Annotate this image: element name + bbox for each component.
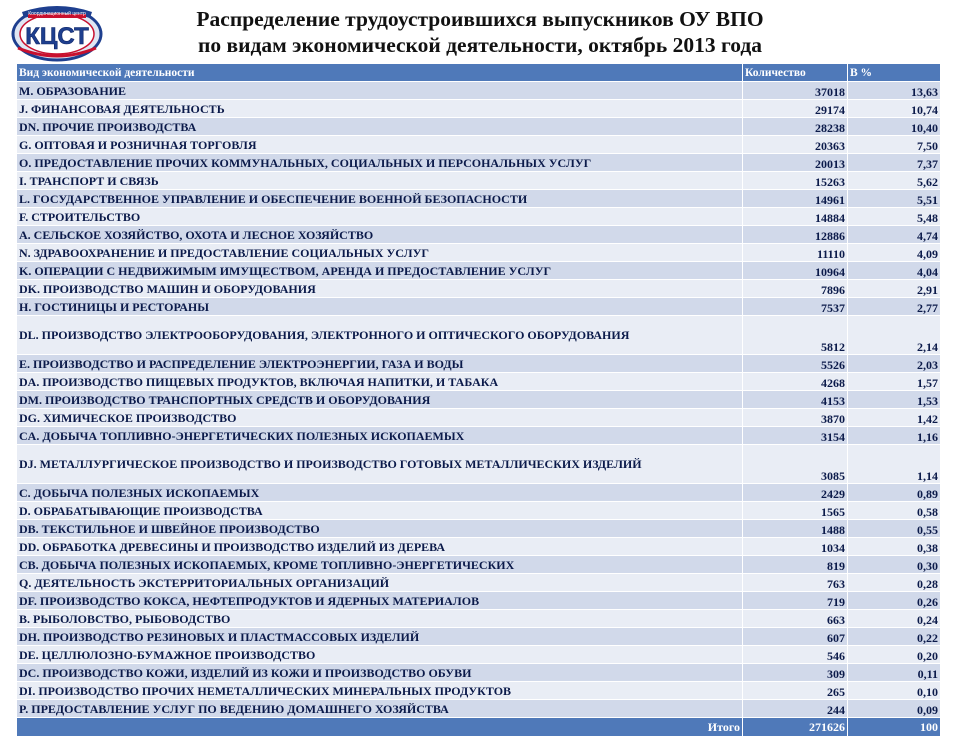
employment-table <box>16 63 941 737</box>
percent-cell: 1,14 <box>848 445 941 484</box>
count-cell: 244 <box>743 700 848 718</box>
table-row <box>17 427 941 445</box>
title-line-2: по видам экономической деятельности, октябрь 2013 года <box>198 33 762 57</box>
count-cell: 12886 <box>743 226 848 244</box>
count-cell: 1488 <box>743 520 848 538</box>
percent-cell: 10,74 <box>848 100 941 118</box>
percent-cell: 4,09 <box>848 244 941 262</box>
count-cell: 3154 <box>743 427 848 445</box>
percent-cell: 0,30 <box>848 556 941 574</box>
table-row <box>17 484 941 502</box>
percent-cell: 0,58 <box>848 502 941 520</box>
count-cell: 28238 <box>743 118 848 136</box>
logo-emblem <box>8 2 106 62</box>
table-row <box>17 136 941 154</box>
count-cell: 37018 <box>743 82 848 100</box>
percent-cell: 10,40 <box>848 118 941 136</box>
count-cell: 763 <box>743 574 848 592</box>
count-cell: 14884 <box>743 208 848 226</box>
count-cell: 607 <box>743 628 848 646</box>
count-cell: 1034 <box>743 538 848 556</box>
activity-cell: DB. ТЕКСТИЛЬНОЕ И ШВЕЙНОЕ ПРОИЗВОДСТВО <box>17 520 743 538</box>
count-cell: 10964 <box>743 262 848 280</box>
count-cell: 2429 <box>743 484 848 502</box>
activity-cell: K. ОПЕРАЦИИ С НЕДВИЖИМЫМ ИМУЩЕСТВОМ, АРЕНДА И ПРЕДОСТАВЛЕНИЕ УСЛУГ <box>17 262 743 280</box>
activity-cell: DK. ПРОИЗВОДСТВО МАШИН И ОБОРУДОВАНИЯ <box>17 280 743 298</box>
table-header-row <box>17 64 941 82</box>
count-cell: 546 <box>743 646 848 664</box>
percent-cell: 1,53 <box>848 391 941 409</box>
table-row <box>17 190 941 208</box>
count-cell: 3870 <box>743 409 848 427</box>
activity-cell: DG. ХИМИЧЕСКОЕ ПРОИЗВОДСТВО <box>17 409 743 427</box>
count-cell: 265 <box>743 682 848 700</box>
activity-cell: CB. ДОБЫЧА ПОЛЕЗНЫХ ИСКОПАЕМЫХ, КРОМЕ ТОПЛИВНО-ЭНЕРГЕТИЧЕСКИХ <box>17 556 743 574</box>
table-row <box>17 208 941 226</box>
activity-cell: E. ПРОИЗВОДСТВО И РАСПРЕДЕЛЕНИЕ ЭЛЕКТРОЭНЕРГИИ, ГАЗА И ВОДЫ <box>17 355 743 373</box>
activity-cell: DL. ПРОИЗВОДСТВО ЭЛЕКТРООБОРУДОВАНИЯ, ЭЛЕКТРОННОГО И ОПТИЧЕСКОГО ОБОРУДОВАНИЯ <box>17 316 743 355</box>
count-cell: 20363 <box>743 136 848 154</box>
activity-cell: DA. ПРОИЗВОДСТВО ПИЩЕВЫХ ПРОДУКТОВ, ВКЛЮЧАЯ НАПИТКИ, И ТАБАКА <box>17 373 743 391</box>
activity-cell: P. ПРЕДОСТАВЛЕНИЕ УСЛУГ ПО ВЕДЕНИЮ ДОМАШНЕГО ХОЗЯЙСТВА <box>17 700 743 718</box>
count-cell: 719 <box>743 592 848 610</box>
count-cell: 1565 <box>743 502 848 520</box>
table-row <box>17 226 941 244</box>
svg-text:Координационный центр: Координационный центр <box>28 11 86 17</box>
table-row <box>17 664 941 682</box>
percent-cell: 5,51 <box>848 190 941 208</box>
header-count: Количество <box>743 64 848 82</box>
table-row <box>17 280 941 298</box>
table-row <box>17 592 941 610</box>
count-cell: 7537 <box>743 298 848 316</box>
header-activity: Вид экономической деятельности <box>17 64 743 82</box>
table-row <box>17 262 941 280</box>
activity-cell: DF. ПРОИЗВОДСТВО КОКСА, НЕФТЕПРОДУКТОВ И ЯДЕРНЫХ МАТЕРИАЛОВ <box>17 592 743 610</box>
table-row <box>17 610 941 628</box>
table-row <box>17 502 941 520</box>
activity-cell: C. ДОБЫЧА ПОЛЕЗНЫХ ИСКОПАЕМЫХ <box>17 484 743 502</box>
logo-text: КЦСТ <box>25 23 89 50</box>
percent-cell: 2,91 <box>848 280 941 298</box>
activity-cell: DJ. МЕТАЛЛУРГИЧЕСКОЕ ПРОИЗВОДСТВО И ПРОИЗВОДСТВО ГОТОВЫХ МЕТАЛЛИЧЕСКИХ ИЗДЕЛИЙ <box>17 445 743 484</box>
activity-cell: A. СЕЛЬСКОЕ ХОЗЯЙСТВО, ОХОТА И ЛЕСНОЕ ХОЗЯЙСТВО <box>17 226 743 244</box>
activity-cell: N. ЗДРАВООХРАНЕНИЕ И ПРЕДОСТАВЛЕНИЕ СОЦИАЛЬНЫХ УСЛУГ <box>17 244 743 262</box>
percent-cell: 0,24 <box>848 610 941 628</box>
table-row <box>17 244 941 262</box>
table-row <box>17 574 941 592</box>
table-row <box>17 520 941 538</box>
count-cell: 15263 <box>743 172 848 190</box>
total-percent: 100 <box>848 718 941 737</box>
table-row <box>17 646 941 664</box>
total-row <box>17 718 941 737</box>
table-row <box>17 682 941 700</box>
percent-cell: 0,09 <box>848 700 941 718</box>
activity-cell: DM. ПРОИЗВОДСТВО ТРАНСПОРТНЫХ СРЕДСТВ И ОБОРУДОВАНИЯ <box>17 391 743 409</box>
activity-cell: Q. ДЕЯТЕЛЬНОСТЬ ЭКСТЕРРИТОРИАЛЬНЫХ ОРГАНИЗАЦИЙ <box>17 574 743 592</box>
kcst-logo <box>8 2 106 62</box>
percent-cell: 0,55 <box>848 520 941 538</box>
percent-cell: 0,89 <box>848 484 941 502</box>
percent-cell: 0,26 <box>848 592 941 610</box>
percent-cell: 4,04 <box>848 262 941 280</box>
percent-cell: 2,77 <box>848 298 941 316</box>
percent-cell: 1,16 <box>848 427 941 445</box>
percent-cell: 7,50 <box>848 136 941 154</box>
count-cell: 11110 <box>743 244 848 262</box>
percent-cell: 5,48 <box>848 208 941 226</box>
percent-cell: 0,28 <box>848 574 941 592</box>
table-row <box>17 538 941 556</box>
percent-cell: 0,38 <box>848 538 941 556</box>
page-title <box>110 6 850 58</box>
percent-cell: 0,22 <box>848 628 941 646</box>
title-line-1: Распределение трудоустроившихся выпускников ОУ ВПО <box>196 7 764 31</box>
percent-cell: 0,20 <box>848 646 941 664</box>
table-row <box>17 82 941 100</box>
percent-cell: 1,42 <box>848 409 941 427</box>
percent-cell: 0,10 <box>848 682 941 700</box>
activity-cell: D. ОБРАБАТЫВАЮЩИЕ ПРОИЗВОДСТВА <box>17 502 743 520</box>
activity-cell: L. ГОСУДАРСТВЕННОЕ УПРАВЛЕНИЕ И ОБЕСПЕЧЕНИЕ ВОЕННОЙ БЕЗОПАСНОСТИ <box>17 190 743 208</box>
activity-cell: M. ОБРАЗОВАНИЕ <box>17 82 743 100</box>
activity-cell: CA. ДОБЫЧА ТОПЛИВНО-ЭНЕРГЕТИЧЕСКИХ ПОЛЕЗНЫХ ИСКОПАЕМЫХ <box>17 427 743 445</box>
header-percent: В % <box>848 64 941 82</box>
activity-cell: B. РЫБОЛОВСТВО, РЫБОВОДСТВО <box>17 610 743 628</box>
percent-cell: 0,11 <box>848 664 941 682</box>
table-row <box>17 628 941 646</box>
percent-cell: 4,74 <box>848 226 941 244</box>
percent-cell: 2,14 <box>848 316 941 355</box>
activity-cell: I. ТРАНСПОРТ И СВЯЗЬ <box>17 172 743 190</box>
count-cell: 4268 <box>743 373 848 391</box>
activity-cell: DC. ПРОИЗВОДСТВО КОЖИ, ИЗДЕЛИЙ ИЗ КОЖИ И ПРОИЗВОДСТВО ОБУВИ <box>17 664 743 682</box>
activity-cell: J. ФИНАНСОВАЯ ДЕЯТЕЛЬНОСТЬ <box>17 100 743 118</box>
count-cell: 7896 <box>743 280 848 298</box>
activity-cell: DN. ПРОЧИЕ ПРОИЗВОДСТВА <box>17 118 743 136</box>
count-cell: 819 <box>743 556 848 574</box>
table-row <box>17 154 941 172</box>
table-body <box>17 82 941 718</box>
count-cell: 309 <box>743 664 848 682</box>
activity-cell: DH. ПРОИЗВОДСТВО РЕЗИНОВЫХ И ПЛАСТМАССОВЫХ ИЗДЕЛИЙ <box>17 628 743 646</box>
count-cell: 14961 <box>743 190 848 208</box>
table-row <box>17 298 941 316</box>
count-cell: 20013 <box>743 154 848 172</box>
table-row <box>17 100 941 118</box>
count-cell: 5812 <box>743 316 848 355</box>
count-cell: 3085 <box>743 445 848 484</box>
count-cell: 663 <box>743 610 848 628</box>
total-count: 271626 <box>743 718 848 737</box>
percent-cell: 1,57 <box>848 373 941 391</box>
table-row <box>17 355 941 373</box>
table-row <box>17 391 941 409</box>
table-row <box>17 172 941 190</box>
count-cell: 29174 <box>743 100 848 118</box>
activity-cell: G. ОПТОВАЯ И РОЗНИЧНАЯ ТОРГОВЛЯ <box>17 136 743 154</box>
activity-cell: DD. ОБРАБОТКА ДРЕВЕСИНЫ И ПРОИЗВОДСТВО ИЗДЕЛИЙ ИЗ ДЕРЕВА <box>17 538 743 556</box>
activity-cell: O. ПРЕДОСТАВЛЕНИЕ ПРОЧИХ КОММУНАЛЬНЫХ, СОЦИАЛЬНЫХ И ПЕРСОНАЛЬНЫХ УСЛУГ <box>17 154 743 172</box>
percent-cell: 13,63 <box>848 82 941 100</box>
count-cell: 5526 <box>743 355 848 373</box>
table-row <box>17 373 941 391</box>
total-label: Итого <box>17 718 743 737</box>
table-row <box>17 700 941 718</box>
table-row <box>17 409 941 427</box>
table-row <box>17 556 941 574</box>
table-row <box>17 316 941 355</box>
percent-cell: 5,62 <box>848 172 941 190</box>
activity-cell: F. СТРОИТЕЛЬСТВО <box>17 208 743 226</box>
activity-cell: DI. ПРОИЗВОДСТВО ПРОЧИХ НЕМЕТАЛЛИЧЕСКИХ МИНЕРАЛЬНЫХ ПРОДУКТОВ <box>17 682 743 700</box>
activity-cell: H. ГОСТИНИЦЫ И РЕСТОРАНЫ <box>17 298 743 316</box>
percent-cell: 7,37 <box>848 154 941 172</box>
activity-cell: DE. ЦЕЛЛЮЛОЗНО-БУМАЖНОЕ ПРОИЗВОДСТВО <box>17 646 743 664</box>
table-row <box>17 445 941 484</box>
table-row <box>17 118 941 136</box>
percent-cell: 2,03 <box>848 355 941 373</box>
count-cell: 4153 <box>743 391 848 409</box>
